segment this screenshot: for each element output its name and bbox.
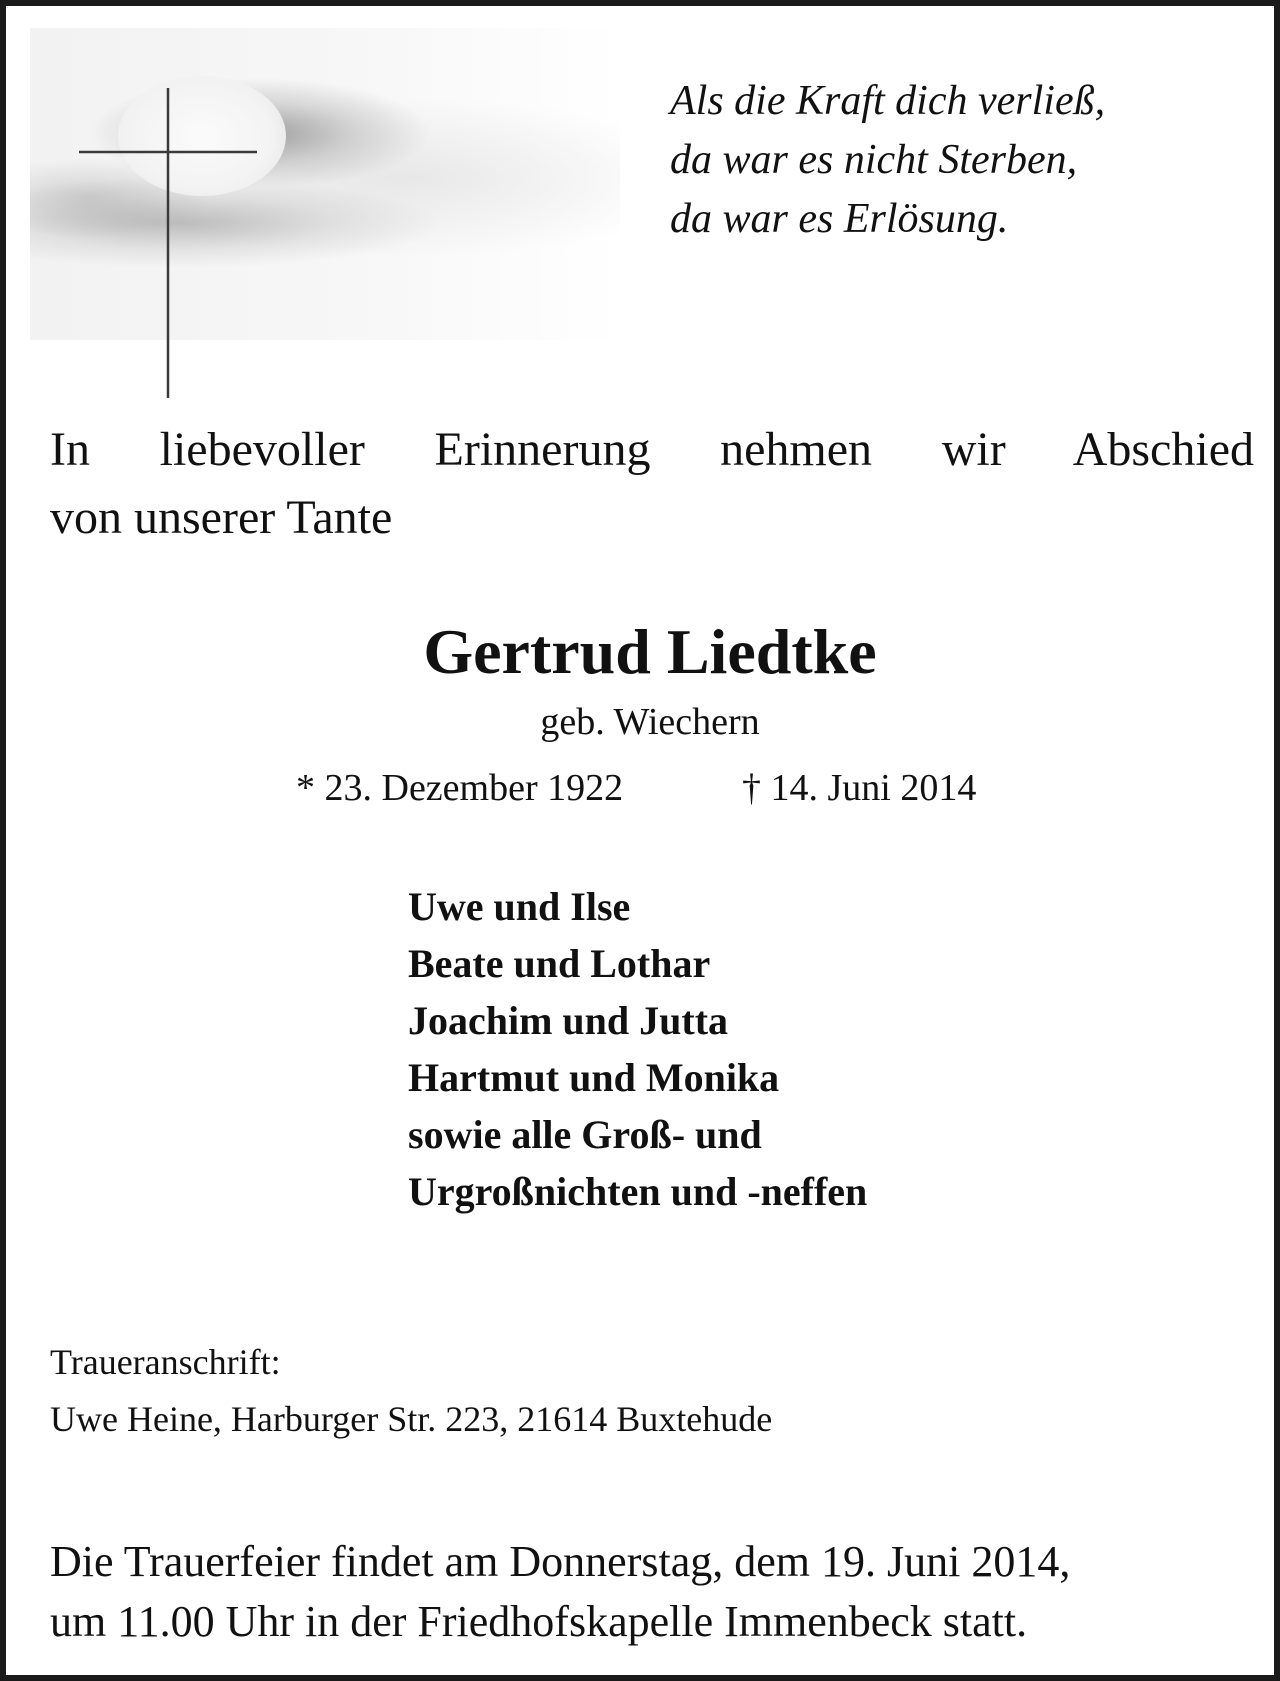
quote-line: da war es Erlösung. <box>670 196 1009 242</box>
service-line-1: Die Trauerfeier findet am Donnerstag, dem 19. Juni 2014, <box>50 1537 1071 1586</box>
deceased-name: Gertrud Liedtke <box>423 616 877 687</box>
mourner-line: Uwe und Ilse <box>408 884 631 929</box>
moon-clouds-image <box>30 28 620 340</box>
moon-shape <box>118 76 286 196</box>
address-value: Uwe Heine, Harburger Str. 223, 21614 Buxtehude <box>50 1399 773 1439</box>
mourner-line: sowie alle Groß- und <box>408 1112 762 1157</box>
funeral-service-info <box>50 1532 1070 1652</box>
cloud-shading <box>30 28 620 340</box>
intro-line-2: von unserer Tante <box>50 491 393 544</box>
death-date: † 14. Juni 2014 <box>742 767 977 809</box>
quote-line: da war es nicht Sterben, <box>670 137 1078 183</box>
address-label: Traueranschrift: <box>50 1342 281 1382</box>
intro-text <box>50 416 1254 552</box>
mourner-line: Beate und Lothar <box>408 941 711 986</box>
mourner-line: Joachim und Jutta <box>408 998 729 1043</box>
quote-line: Als die Kraft dich verließ, <box>670 78 1106 124</box>
intro-line-1: In liebevoller Erinnerung nehmen wir Abschied <box>50 423 1254 476</box>
mourning-address <box>50 1334 772 1448</box>
service-line-2: um 11.00 Uhr in der Friedhofskapelle Immenbeck statt. <box>50 1597 1028 1646</box>
memorial-quote <box>670 72 1250 249</box>
mourner-line: Hartmut und Monika <box>408 1055 780 1100</box>
birth-date: * 23. Dezember 1922 <box>296 767 624 809</box>
mourner-line: Urgroßnichten und -neffen <box>408 1169 868 1214</box>
maiden-name: geb. Wiechern <box>540 701 760 743</box>
mourners-list <box>408 878 867 1220</box>
